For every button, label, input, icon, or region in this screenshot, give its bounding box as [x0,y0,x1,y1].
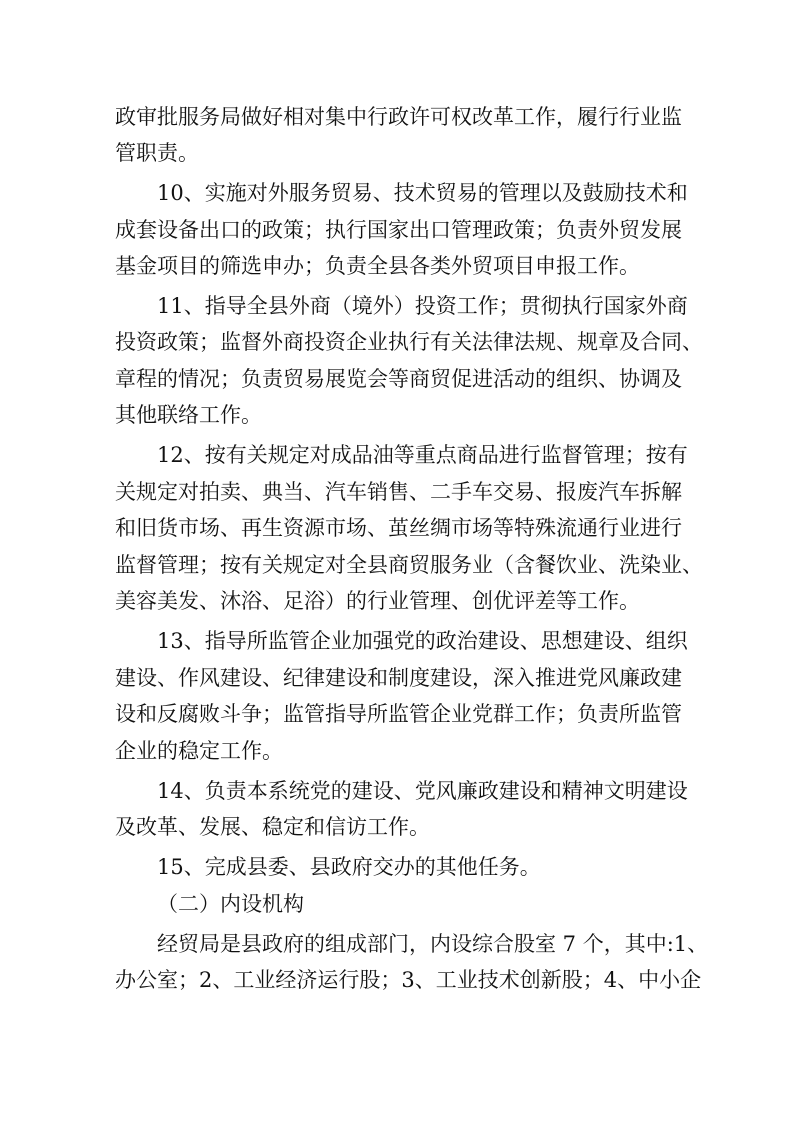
text-line: 成套设备出口的政策；执行国家出口管理政策；负责外贸发展 [115,218,682,242]
text-line: 10、实施对外服务贸易、技术贸易的管理以及鼓励技术和 [157,181,688,205]
text-line: 基金项目的筛选申办；负责全县各类外贸项目申报工作。 [115,254,640,278]
text-line: 及改革、发展、稳定和信访工作。 [115,815,430,839]
text-line: 企业的稳定工作。 [115,739,283,763]
text-line: 关规定对拍卖、典当、汽车销售、二手车交易、报废汽车拆解 [115,480,682,504]
text-line: 监督管理；按有关规定对全县商贸服务业（含餐饮业、洗染业、 [115,553,703,577]
text-line: 办公室；2、工业经济运行股；3、工业技术创新股；4、中小企 [115,968,702,992]
text-line: 设和反腐败斗争；监管指导所监管企业党群工作；负责所监管 [115,702,682,726]
text-line: 15、完成县委、县政府交办的其他任务。 [157,855,541,879]
text-line: 美容美发、沐浴、足浴）的行业管理、创优评差等工作。 [115,589,640,613]
text-line: 12、按有关规定对成品油等重点商品进行监督管理；按有 [157,443,688,467]
text-line: 章程的情况；负责贸易展览会等商贸促进活动的组织、协调及 [115,367,682,391]
text-line: 建设、作风建设、纪律建设和制度建设，深入推进党风廉政建 [115,666,682,690]
text-line: 13、指导所监管企业加强党的政治建设、思想建设、组织 [157,629,688,653]
text-line: 其他联络工作。 [115,403,262,427]
section-heading: （二）内设机构 [157,892,304,916]
text-line: 管职责。 [115,141,199,165]
text-line: 11、指导全县外商（境外）投资工作；贯彻执行国家外商 [157,294,688,318]
text-line: 政审批服务局做好相对集中行政许可权改革工作，履行行业监 [115,105,682,129]
text-line: 14、负责本系统党的建设、党风廉政建设和精神文明建设 [157,779,688,803]
text-line: 经贸局是县政府的组成部门，内设综合股室 7 个，其中:1、 [157,932,709,956]
text-line: 和旧货市场、再生资源市场、茧丝绸市场等特殊流通行业进行 [115,516,682,540]
text-line: 投资政策；监督外商投资企业执行有关法律法规、规章及合同、 [115,330,703,354]
